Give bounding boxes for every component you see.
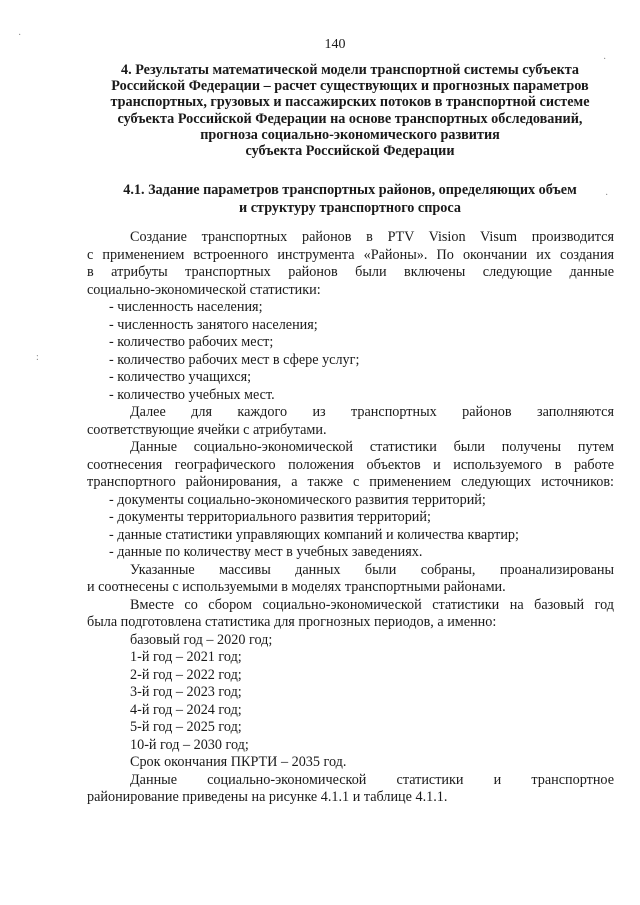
paragraph-line: Указанные массивы данных были собраны, проанализированы [130,561,614,578]
paragraph-line: районирование приведены на рисунке 4.1.1 и таблице 4.1.1. [87,789,448,805]
scan-speck: · [18,30,22,41]
list-item: - численность занятого населения; [109,316,318,333]
year-item: 4-й год – 2024 год; [130,701,242,718]
paragraph-line: Вместе со сбором социально-экономической статистики на базовый год [130,596,614,613]
section-heading [80,62,620,159]
paragraph-line: была подготовлена статистика для прогнозных периодов, а именно: [87,614,497,630]
scan-speck: · [605,190,609,201]
scan-speck: : [36,352,39,363]
list-item: - количество учебных мест. [109,386,275,403]
year-item: 5-й год – 2025 год; [130,719,242,735]
list-item: - документы территориального развития территорий; [109,509,431,525]
section-heading-line: субъекта Российской Федерации на основе транспортных обследований, [117,110,583,127]
year-item: 10-й год – 2030 год; [130,736,249,753]
list-item: - численность населения; [109,299,263,315]
section-heading-line: транспортных, грузовых и пассажирских потоков в транспортной системе [110,94,590,111]
list-item: - количество учащихся; [109,369,252,385]
paragraph-line: соответствующие ячейки с атрибутами. [87,421,327,438]
paragraph-line: Далее для каждого из транспортных районов заполняются [130,404,614,420]
page-number: 140 [324,37,346,52]
year-item: 1-й год – 2021 год; [130,649,242,665]
year-item: 2-й год – 2022 год; [130,666,242,683]
section-heading-line: Российской Федерации – расчет существующих и прогнозных параметров [111,78,589,95]
paragraph-line: в атрибуты транспортных районов были включены следующие данные [87,264,614,280]
list-item: - данные статистики управляющих компаний и количества квартир; [109,526,519,543]
paragraph-line: социально-экономической статистики: [87,281,321,298]
paragraph-line: с применением встроенного инструмента «Районы». По окончании их создания [87,246,614,263]
list-item: - документы социально-экономического развития территорий; [109,491,486,508]
body-text [87,229,614,807]
section-heading-line: 4. Результаты математической модели транспортной системы субъекта [121,62,579,78]
scan-speck: · [603,54,607,65]
list-item: - количество рабочих мест; [109,334,274,350]
paragraph-line: Данные социально-экономической статистики и транспортное [130,771,614,788]
paragraph-line: соотнесения географического положения объектов и используемого в работе [87,456,614,473]
list-item: - данные по количеству мест в учебных заведениях. [109,544,423,560]
subsection-heading-line: и структуру транспортного спроса [239,200,461,216]
year-item: 3-й год – 2023 год; [130,684,242,700]
subsection-heading-line: 4.1. Задание параметров транспортных районов, определяющих объем [123,182,577,198]
paragraph-line: и соотнесены с используемыми в моделях транспортными районами. [87,579,506,595]
paragraph-line: Данные социально-экономической статистики были получены путем [130,439,614,455]
list-item: - количество рабочих мест в сфере услуг; [109,351,360,368]
section-heading-line: прогноза социально-экономического развития [200,126,500,143]
year-item: базовый год – 2020 год; [130,631,273,648]
paragraph-line: Создание транспортных районов в PTV Vision Visum производится [130,229,614,245]
paragraph-line: транспортного районирования, а также с применением следующих источников: [87,474,614,490]
year-item: Срок окончания ПКРТИ – 2035 год. [130,754,347,770]
subsection-heading [80,181,620,217]
section-heading-line: субъекта Российской Федерации [245,143,455,160]
